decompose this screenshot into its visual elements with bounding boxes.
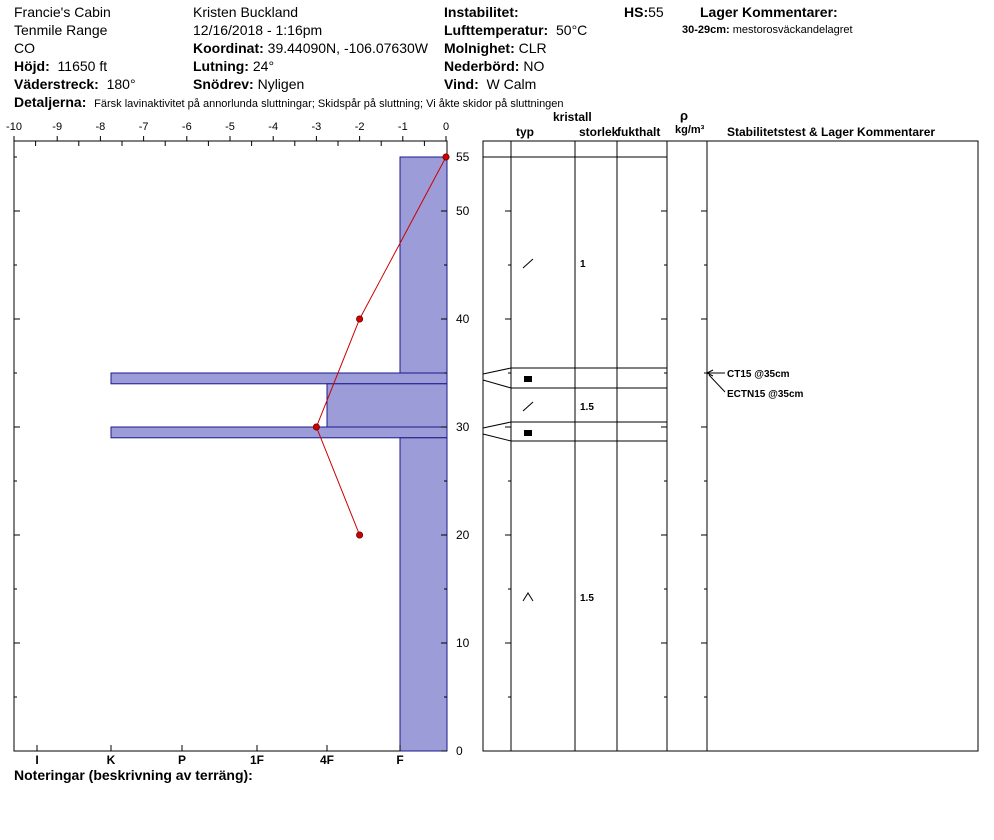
hardness-tick-label: F — [396, 753, 404, 767]
range-name: Tenmile Range — [14, 22, 108, 38]
sky-label: Molnighet: — [444, 40, 515, 56]
details-text: Färsk lavinaktivitet på annorlunda sluttningar; Skidspår på sluttning; Vi åkte skidor på sluttningen — [94, 98, 564, 110]
hardness-layer-bar — [111, 373, 447, 384]
layer-comments-label: Lager Kommentarer: — [700, 4, 838, 20]
air-temperature-label: Lufttemperatur: — [444, 22, 549, 38]
depth-tick-label: 50 — [456, 204, 470, 218]
temperature-point — [443, 154, 449, 160]
column-header-stability: Stabilitetstest & Lager Kommentarer — [727, 125, 936, 139]
depth-tick-label: 20 — [456, 528, 470, 542]
wind-value: W Calm — [486, 76, 537, 92]
depth-tick-label: 55 — [456, 150, 470, 164]
depth-tick-label: 10 — [456, 636, 470, 650]
grain-size: 1.5 — [580, 402, 594, 413]
stability-test-label: ECTN15 @35cm — [727, 389, 804, 400]
precipitation-label: Nederbörd: — [444, 58, 520, 74]
column-header-crystal: kristall — [553, 110, 592, 124]
coordinates-value: 39.44090N, -106.07630W — [267, 40, 428, 56]
snow-height-value: 55 — [648, 4, 664, 20]
temperature-point — [356, 316, 362, 322]
precipitation-value: NO — [523, 58, 545, 74]
column-header-size: storlek — [579, 125, 619, 139]
snow-height-label: HS: — [624, 4, 649, 20]
hardness-tick-label: K — [106, 753, 116, 767]
wind-loading-value: Nyligen — [257, 76, 305, 92]
observer-name: Kristen Buckland — [193, 4, 299, 20]
state-name: CO — [14, 40, 35, 56]
layer-comment-text: mestorosväckandelagret — [732, 24, 853, 36]
stability-test-label: CT15 @35cm — [727, 369, 790, 380]
observation-datetime: 12/16/2018 - 1:16pm — [193, 22, 323, 38]
hardness-tick-label: I — [35, 753, 39, 767]
elevation-value: 11650 ft — [57, 58, 108, 74]
air-temperature-value: 50°C — [556, 22, 588, 38]
instability-label: Instabilitet: — [444, 4, 519, 20]
aspect-value: 180° — [106, 76, 136, 92]
temp-tick-label: -1 — [397, 121, 408, 133]
depth-tick-label: 40 — [456, 312, 470, 326]
column-header-moisture: fukthalt — [617, 125, 661, 139]
column-header-density-unit: kg/m³ — [675, 124, 705, 136]
layer-table-frame — [483, 141, 978, 751]
aspect-label: Väderstreck: — [14, 76, 99, 92]
hardness-tick-label: P — [177, 753, 187, 767]
temp-tick-label: -3 — [311, 121, 322, 133]
coordinates-label: Koordinat: — [193, 40, 264, 56]
temp-tick-label: -4 — [268, 121, 279, 133]
column-header-type: typ — [516, 125, 534, 139]
hardness-layer-bar — [400, 157, 447, 373]
hardness-layer-bar — [327, 384, 447, 427]
temp-tick-label: 0 — [442, 121, 450, 133]
temperature-point — [356, 532, 362, 538]
temperature-point — [313, 424, 319, 430]
hardness-tick-label: 1F — [249, 753, 265, 767]
grain-surface-hoar-icon — [524, 430, 532, 436]
hardness-plot-frame — [14, 141, 447, 751]
column-header-rho: ρ — [680, 108, 689, 123]
hardness-tick-label: 4F — [319, 753, 335, 767]
temp-tick-label: -7 — [138, 121, 149, 133]
temp-tick-label: -10 — [6, 121, 22, 133]
elevation-label: Höjd: — [14, 58, 50, 74]
slope-label: Lutning: — [193, 58, 249, 74]
depth-tick-label: 30 — [456, 420, 470, 434]
temp-tick-label: -9 — [52, 121, 63, 133]
temp-tick-label: -2 — [354, 121, 365, 133]
notes-label: Noteringar (beskrivning av terräng): — [14, 767, 253, 783]
slope-value: 24° — [252, 58, 275, 74]
grain-size: 1.5 — [580, 593, 594, 604]
temp-tick-label: -5 — [225, 121, 235, 133]
layer-comment-depth: 30-29cm: — [682, 24, 730, 36]
sky-value: CLR — [518, 40, 547, 56]
grain-size: 1 — [580, 259, 586, 270]
details-label: Detaljerna: — [14, 94, 87, 110]
wind-loading-label: Snödrev: — [193, 76, 254, 92]
temp-tick-label: -8 — [95, 121, 106, 133]
depth-tick-label: 0 — [456, 744, 463, 758]
hardness-layer-bar — [400, 438, 447, 751]
grain-surface-hoar-icon — [524, 376, 532, 382]
location-name: Francie's Cabin — [14, 4, 111, 20]
hardness-layer-bar — [111, 427, 447, 438]
wind-label: Vind: — [444, 76, 479, 92]
temp-tick-label: -6 — [181, 121, 192, 133]
